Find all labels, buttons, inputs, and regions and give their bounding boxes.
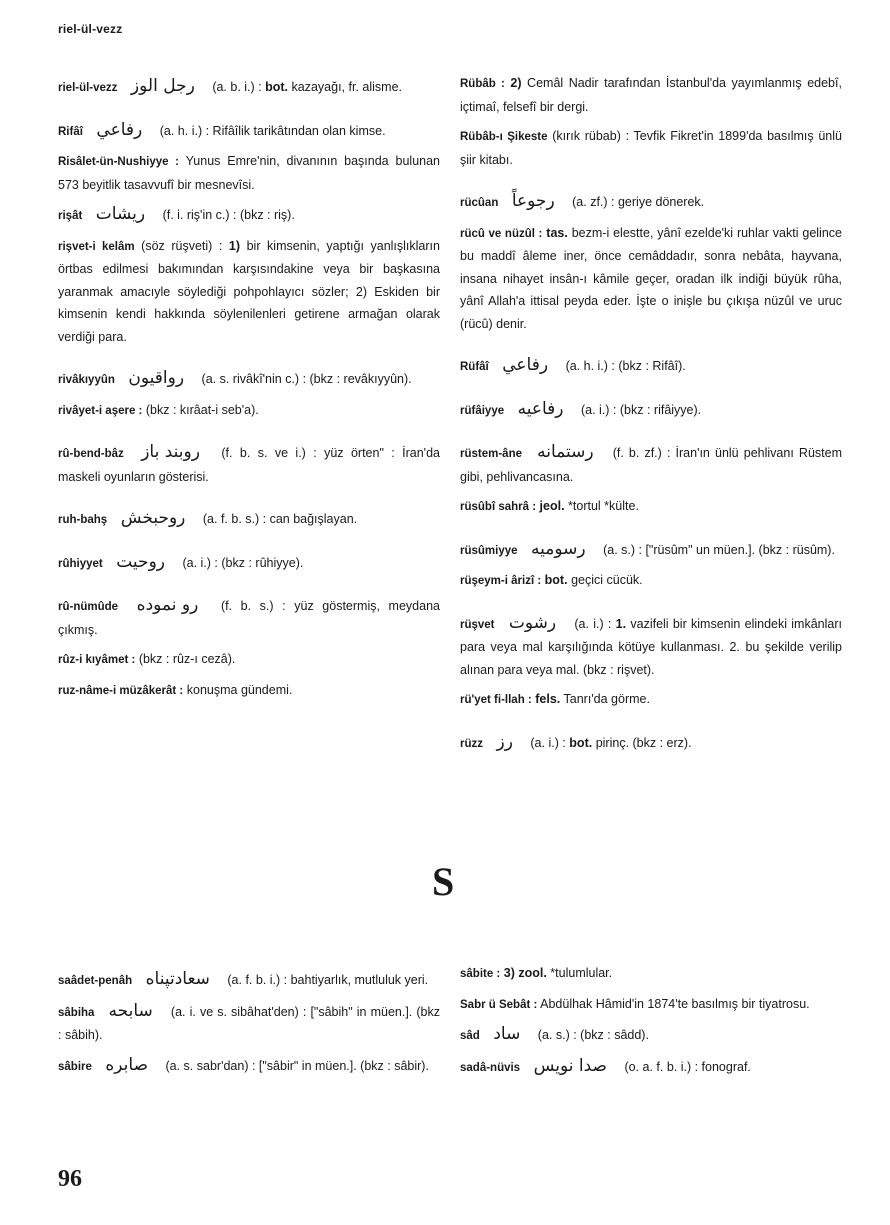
entry-arabic-script: رشوت [508,612,557,633]
dictionary-entry [460,190,842,215]
dictionary-entry [58,235,440,349]
right-column-top [460,72,842,762]
dictionary-entry [58,367,440,392]
entry-definition: geçici cücük. [571,573,643,587]
entry-definition: *tortul *külte. [568,499,639,513]
entry-grammar: (f. i. riş'in c.) : (bkz : riş). [162,208,295,222]
dictionary-entry [460,125,842,171]
entry-arabic-script: رسوميه [531,538,586,559]
dictionary-entry [460,495,842,519]
entry-arabic-script: رفاعيه [517,398,564,419]
entry-headword: rişvet-i kelâm [58,240,135,253]
entry-field-tag: 2) [510,76,522,90]
entry-grammar: Abdülhak Hâmid'in 1874'te basılmış bir tiyatrosu. [540,996,810,1011]
entry-arabic-script: سابحه [108,1000,153,1021]
dictionary-entry [460,1055,842,1080]
entry-headword: Rüfâî [460,361,489,373]
dictionary-entry [460,962,842,986]
entry-headword: Sabr ü Sebât : [460,998,538,1011]
entry-definition: bir kimsenin, yaptığı yanlışlıkların örtbas edilmesi bakımından karşısındakine veya bir başkasına yaranmak amacıyle söylediği pohpohlayıcı sözler; 2) Eskiden bir kimsenin kendi hakkında söylenilenleri getirene armağan olarak verdiği para. [58,238,440,344]
left-column-bottom [58,968,440,1085]
entry-grammar: (a. h. i.) : (bkz : Rifâî). [565,359,686,373]
dictionary-entry [58,75,440,100]
entry-grammar: konuşma gündemi. [186,682,293,697]
dictionary-entry [58,679,440,703]
entry-field-tag: tas. [546,225,568,240]
entry-headword: Risâlet-ün-Nushiyye : [58,156,179,168]
entry-arabic-script: ريشات [95,204,146,224]
entry-arabic-script: صدا نويس [533,1055,607,1076]
entry-headword: Rifâî [58,125,83,138]
entry-grammar: (a. s.) : ["rüsûm" un müen.]. (bkz : rüsûm). [603,542,835,557]
entry-grammar: (a. i.) : [574,616,612,631]
left-column-top [58,75,440,709]
entry-arabic-script: رواقيون [128,368,185,388]
entry-arabic-script: روحيت [116,551,165,572]
dictionary-entry [58,1054,440,1079]
entry-field-tag: 1. [615,616,627,631]
entry-headword: rüsûbî sahrâ : [460,501,537,513]
entry-headword: saâdet-penâh [58,975,133,987]
entry-arabic-script: رفاعي [502,355,549,375]
dictionary-entry [460,1023,842,1048]
entry-headword: sâbiha [58,1006,95,1019]
dictionary-entry [58,551,440,576]
section-letter: S [432,859,455,904]
entry-field-tag: 1) [228,238,241,253]
entry-definition: pirinç. (bkz : erz). [595,735,692,750]
running-head: riel-ül-vezz [58,22,123,36]
entry-grammar: (f. b. zf.) : İran'ın ünlü pehlivanı Rüstem gibi, pehlivancasına. [460,446,842,484]
entry-definition: *tulumlular. [550,966,613,980]
entry-grammar: (a. i.) : (bkz : rifâiyye). [580,402,702,417]
dictionary-entry [460,731,842,756]
dictionary-entry [58,507,440,532]
entry-headword: sâbire [58,1060,92,1073]
entry-grammar: (a. f. b. s.) : can bağışlayan. [202,512,358,526]
entry-headword: rû-nümûde [58,601,119,613]
entry-headword: rüfâiyye [460,404,505,417]
entry-definition: bezm-i elestte, yânî ezelde'ki ruhlar vakti gelince bu maddî âleme iner, önce cemâddadır, sonra nebâta, hayvana, insana nihayet insân-ı kâmile geçer, oradan ilk indiği büyük rûha, yânî Allah'a ittisal peyda eder. İşte o inişle bu çıkışa nüzûl ve uruc (rücû) denir. [460,225,842,331]
entry-grammar: (a. s.) : (bkz : sâdd). [537,1028,649,1042]
dictionary-entry [460,222,842,336]
entry-grammar: (kırık rübab) : Tevfik Fikret'in 1899'da basılmış ünlü şiir kitabı. [460,129,842,167]
dictionary-entry [58,150,440,196]
entry-field-tag: bot. [544,573,568,587]
dictionary-entry [58,399,440,423]
dictionary-entry [58,119,440,144]
entry-arabic-script: روبند باز [141,442,200,462]
entry-headword: ruh-bahş [58,514,108,526]
dictionary-entry [460,569,842,593]
entry-grammar: (a. b. i.) : [212,80,262,94]
entry-headword: rivâkıyyûn [58,374,115,386]
entry-definition: vazifeli bir kimsenin elindeki imkânları para veya mal karşılığında kötüye kullanması. 2. bu şekilde verilip alınan para veya mal. (bkz : rişvet). [460,616,842,677]
entry-headword: sadâ-nüvis [460,1061,521,1074]
page-number: 96 [58,1166,82,1192]
entry-arabic-script: رفاعي [96,119,143,140]
entry-grammar: (bkz : kırâat-i seb'a). [145,402,259,417]
dictionary-entry [58,1000,440,1047]
entry-headword: rü'yet fi-llah : [460,694,532,706]
entry-headword: sâd [460,1030,480,1042]
dictionary-entry [460,398,842,423]
dictionary-entry [58,441,440,488]
entry-grammar: (söz rüşveti) : [141,238,223,253]
dictionary-entry [460,441,842,488]
right-column-bottom [460,962,842,1086]
entry-arabic-script: رستمانه [537,442,594,462]
entry-grammar: (a. s. sabr'dan) : ["sâbir" in müen.]. (bkz : sâbir). [165,1058,429,1073]
entry-headword: rücûan [460,197,499,209]
entry-headword: riel-ül-vezz [58,82,118,94]
entry-arabic-script: سعادتپناه [145,969,210,989]
entry-arabic-script: ساد [493,1024,521,1044]
dictionary-entry [460,72,842,118]
entry-arabic-script: روحبخش [120,508,186,528]
entry-definition: kazayağı, fr. alisme. [291,80,402,94]
dictionary-entry [58,648,440,672]
entry-field-tag: bot. [569,735,593,750]
entry-headword: Rübâb : [460,78,505,90]
entry-grammar: (a. i.) : (bkz : rûhiyye). [182,555,304,570]
entry-headword: rûz-i kıyâmet : [58,654,136,666]
entry-headword: rûhiyyet [58,557,103,570]
entry-definition: Cemâl Nadir tarafından İstanbul'da yayımlanmış edebî, içtimaî, felsefî bir dergi. [460,76,842,114]
entry-grammar: (a. h. i.) : [159,123,210,138]
entry-grammar: Yunus Emre'nin, divanının başında bulunan 573 beyitlik tasavvufî bir mesnevîsi. [58,154,440,192]
entry-headword: rivâyet-i aşere : [58,404,143,417]
entry-arabic-script: صابره [105,1054,149,1075]
entry-headword: rüstem-âne [460,448,522,460]
entry-headword: rüzz [460,737,483,750]
entry-grammar: (o. a. f. b. i.) : fonograf. [624,1059,751,1074]
entry-arabic-script: رز [496,731,513,752]
entry-definition: Rifâîlik tarikâtından olan kimse. [212,123,386,138]
entry-field-tag: bot. [265,80,289,94]
entry-field-tag: 3) zool. [503,966,547,980]
dictionary-entry [460,612,842,682]
dictionary-entry [460,993,842,1017]
entry-headword: rüşvet [460,618,495,631]
entry-headword: rüsûmiyye [460,544,518,557]
entry-grammar: (f. b. s. ve i.) : yüz örten" : İran'da maskeli oyunların gösterisi. [58,446,440,484]
entry-arabic-script: رجوعاً [511,191,555,211]
entry-field-tag: fels. [535,692,561,706]
dictionary-entry [460,354,842,379]
entry-grammar: (f. b. s.) : yüz göstermiş, meydana çıkmış. [58,599,440,637]
entry-grammar: (a. f. b. i.) : bahtiyarlık, mutluluk yeri. [227,973,429,987]
entry-arabic-script: رجل الوز [130,76,195,96]
entry-headword: Rübâb-ı Şikeste [460,131,548,143]
entry-arabic-script: رو نموده [136,595,199,615]
entry-grammar: (a. zf.) : geriye dönerek. [572,195,705,209]
dictionary-entry [58,968,440,993]
entry-headword: rû-bend-bâz [58,448,124,460]
entry-headword: rücû ve nüzûl : [460,227,543,240]
entry-grammar: (a. s. rivâkî'nin c.) : (bkz : revâkıyyûn). [201,372,412,386]
entry-headword: ruz-nâme-i müzâkerât : [58,684,184,697]
entry-headword: rüşeym-i ârizî : [460,575,542,587]
dictionary-entry [58,203,440,228]
entry-headword: rişât [58,210,83,222]
dictionary-entry [460,688,842,712]
entry-grammar: (a. i.) : [530,735,566,750]
entry-grammar: (a. i. ve s. sibâhat'den) : ["sâbih" in müen.]. (bkz : sâbih). [58,1004,440,1042]
dictionary-entry [58,594,440,641]
entry-grammar: (bkz : rûz-ı cezâ). [138,652,236,666]
dictionary-entry [460,538,842,563]
entry-headword: sâbite : [460,968,501,980]
entry-definition: Tanrı'da görme. [563,692,650,706]
entry-field-tag: jeol. [539,499,565,513]
